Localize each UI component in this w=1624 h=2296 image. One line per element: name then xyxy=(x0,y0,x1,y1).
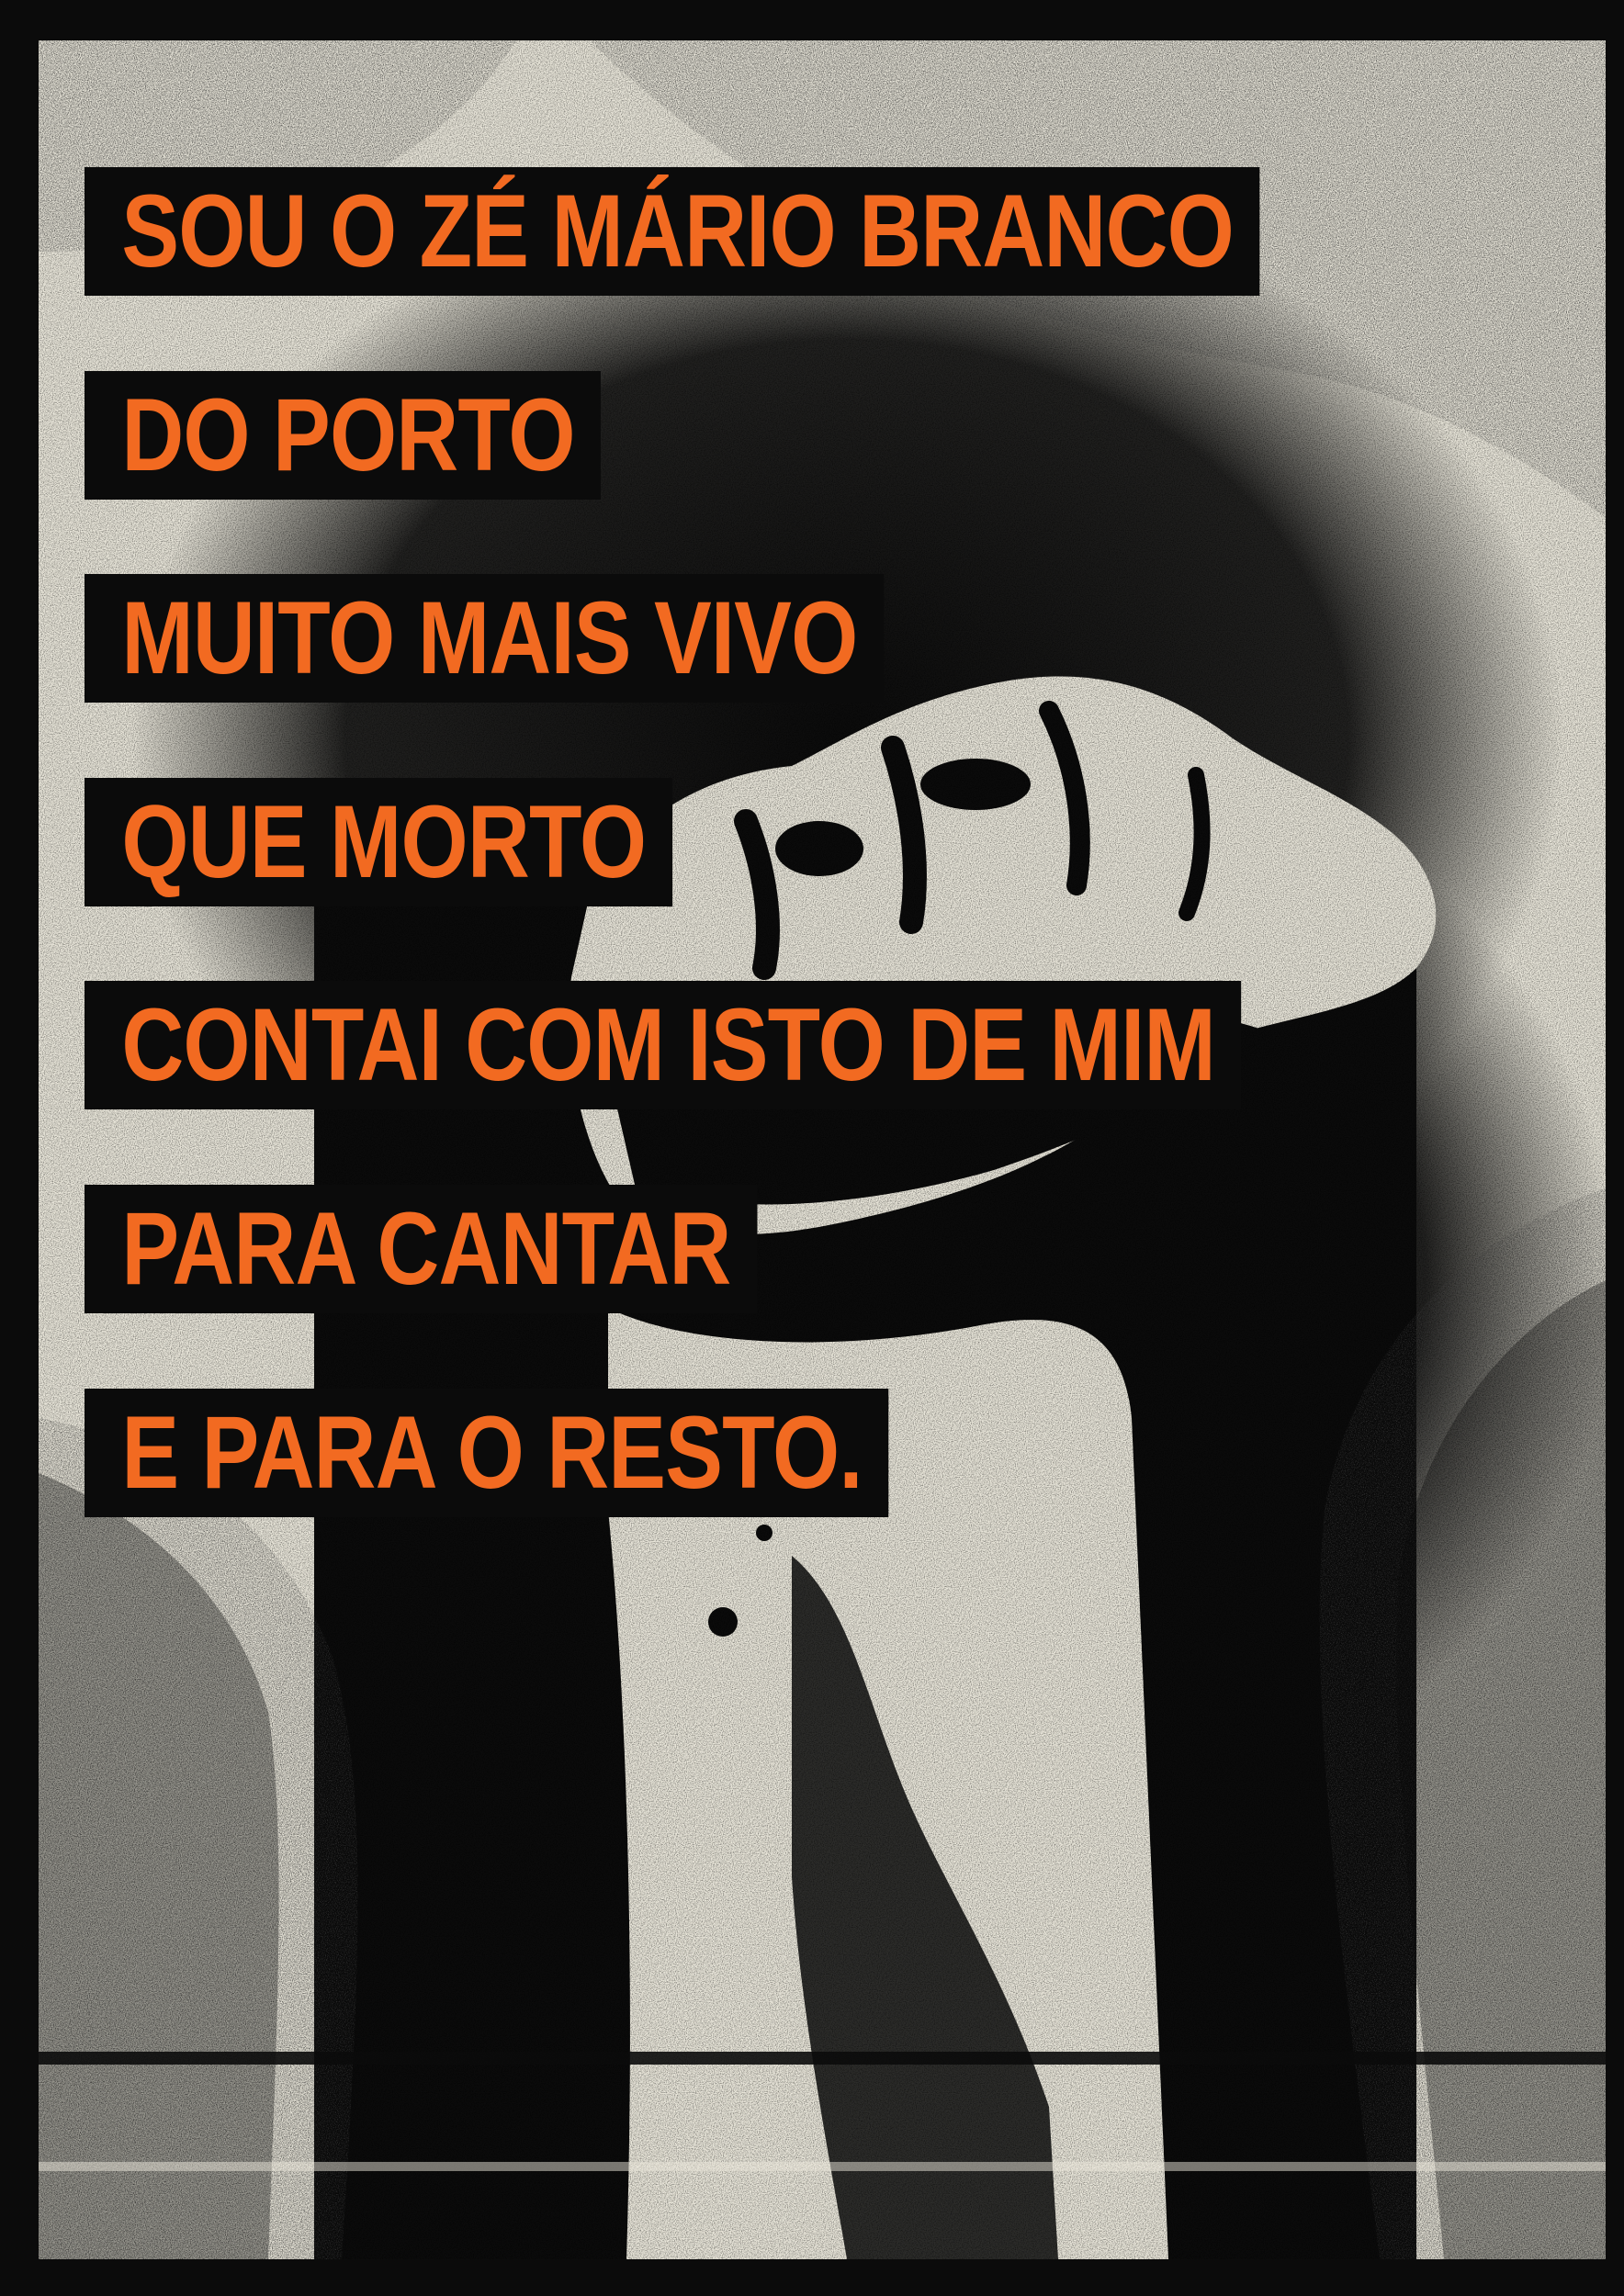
headline-line-6: PARA CANTAR xyxy=(85,1185,757,1313)
poster-artwork xyxy=(39,40,1606,2259)
headline-line-2: DO PORTO xyxy=(85,371,601,500)
headline-line-1: SOU O ZÉ MÁRIO BRANCO xyxy=(85,167,1260,296)
headline-line-5: CONTAI COM ISTO DE MIM xyxy=(85,981,1241,1109)
headline-line-3: MUITO MAIS VIVO xyxy=(85,574,884,703)
headline-line-7: E PARA O RESTO. xyxy=(85,1389,888,1517)
headline-line-4: QUE MORTO xyxy=(85,778,672,906)
